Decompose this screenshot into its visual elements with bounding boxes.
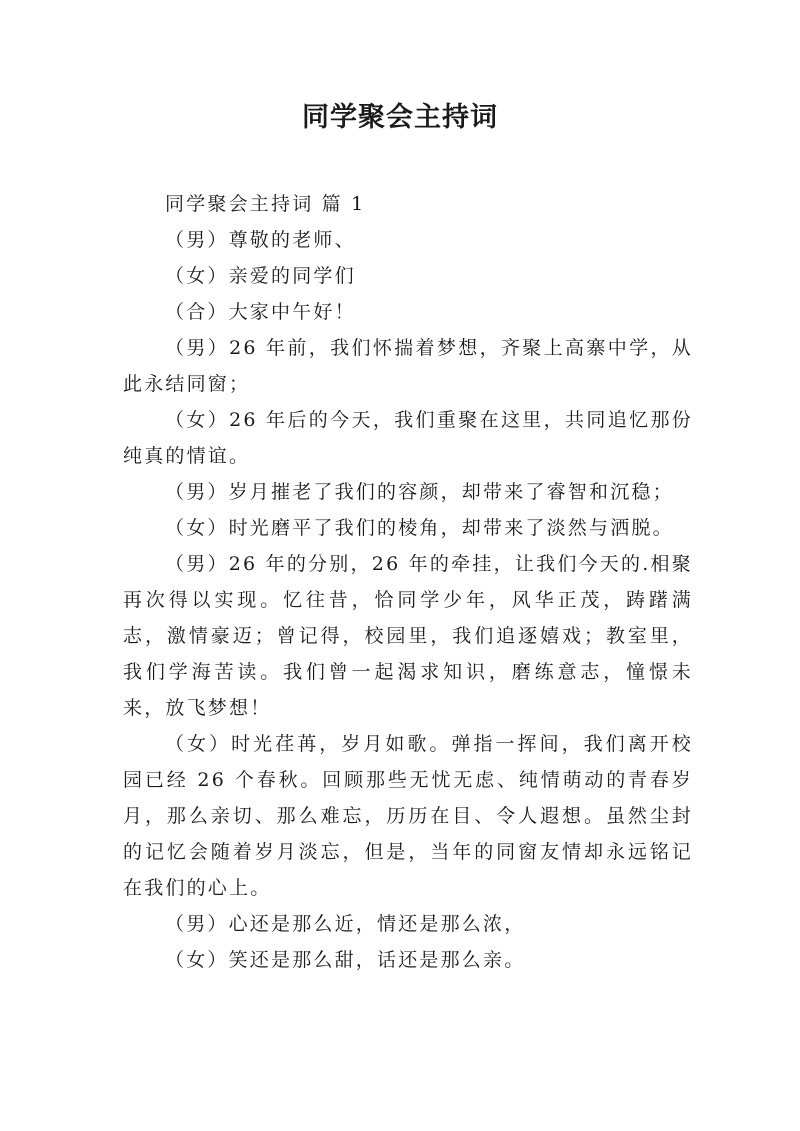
paragraph: （男）心还是那么近，情还是那么浓，	[165, 913, 526, 935]
document-body	[123, 186, 693, 978]
paragraph: （女）笑还是那么甜，话还是那么亲。	[165, 949, 526, 971]
paragraph: （女）时光磨平了我们的棱角，却带来了淡然与洒脱。	[165, 517, 674, 539]
paragraph: （男）26 年前，我们怀揣着梦想，齐聚上高寨中学，从此永结同窗；	[123, 337, 693, 395]
paragraph: （女）时光荏苒，岁月如歌。弹指一挥间，我们离开校园已经 26 个春秋。回顾那些无忧无虑、纯情萌动的青春岁月，那么亲切、那么难忘，历历在目、令人遐想。虽然尘封的记忆会随着岁月淡忘，但是，当年的同窗友情却永远铭记在我们的心上。	[123, 733, 693, 899]
paragraph: （女）26 年后的今天，我们重聚在这里，共同追忆那份纯真的情谊。	[123, 409, 693, 467]
paragraph: （合）大家中午好！	[165, 301, 356, 323]
paragraph: （男）26 年的分别，26 年的牵挂，让我们今天的.相聚再次得以实现。忆往昔，恰同学少年，风华正茂，踌躇满志，激情豪迈；曾记得，校园里，我们追逐嬉戏；教室里，我们学海苦读。我们曾一起渴求知识，磨练意志，憧憬未来，放飞梦想！	[123, 553, 693, 719]
document-title: 同学聚会主持词	[302, 102, 498, 133]
section-heading: 同学聚会主持词 篇 1	[165, 193, 366, 215]
paragraph: （男）岁月摧老了我们的容颜，却带来了睿智和沉稳；	[165, 481, 674, 503]
paragraph: （男）尊敬的老师、	[165, 229, 356, 251]
paragraph: （女）亲爱的同学们	[165, 265, 356, 287]
